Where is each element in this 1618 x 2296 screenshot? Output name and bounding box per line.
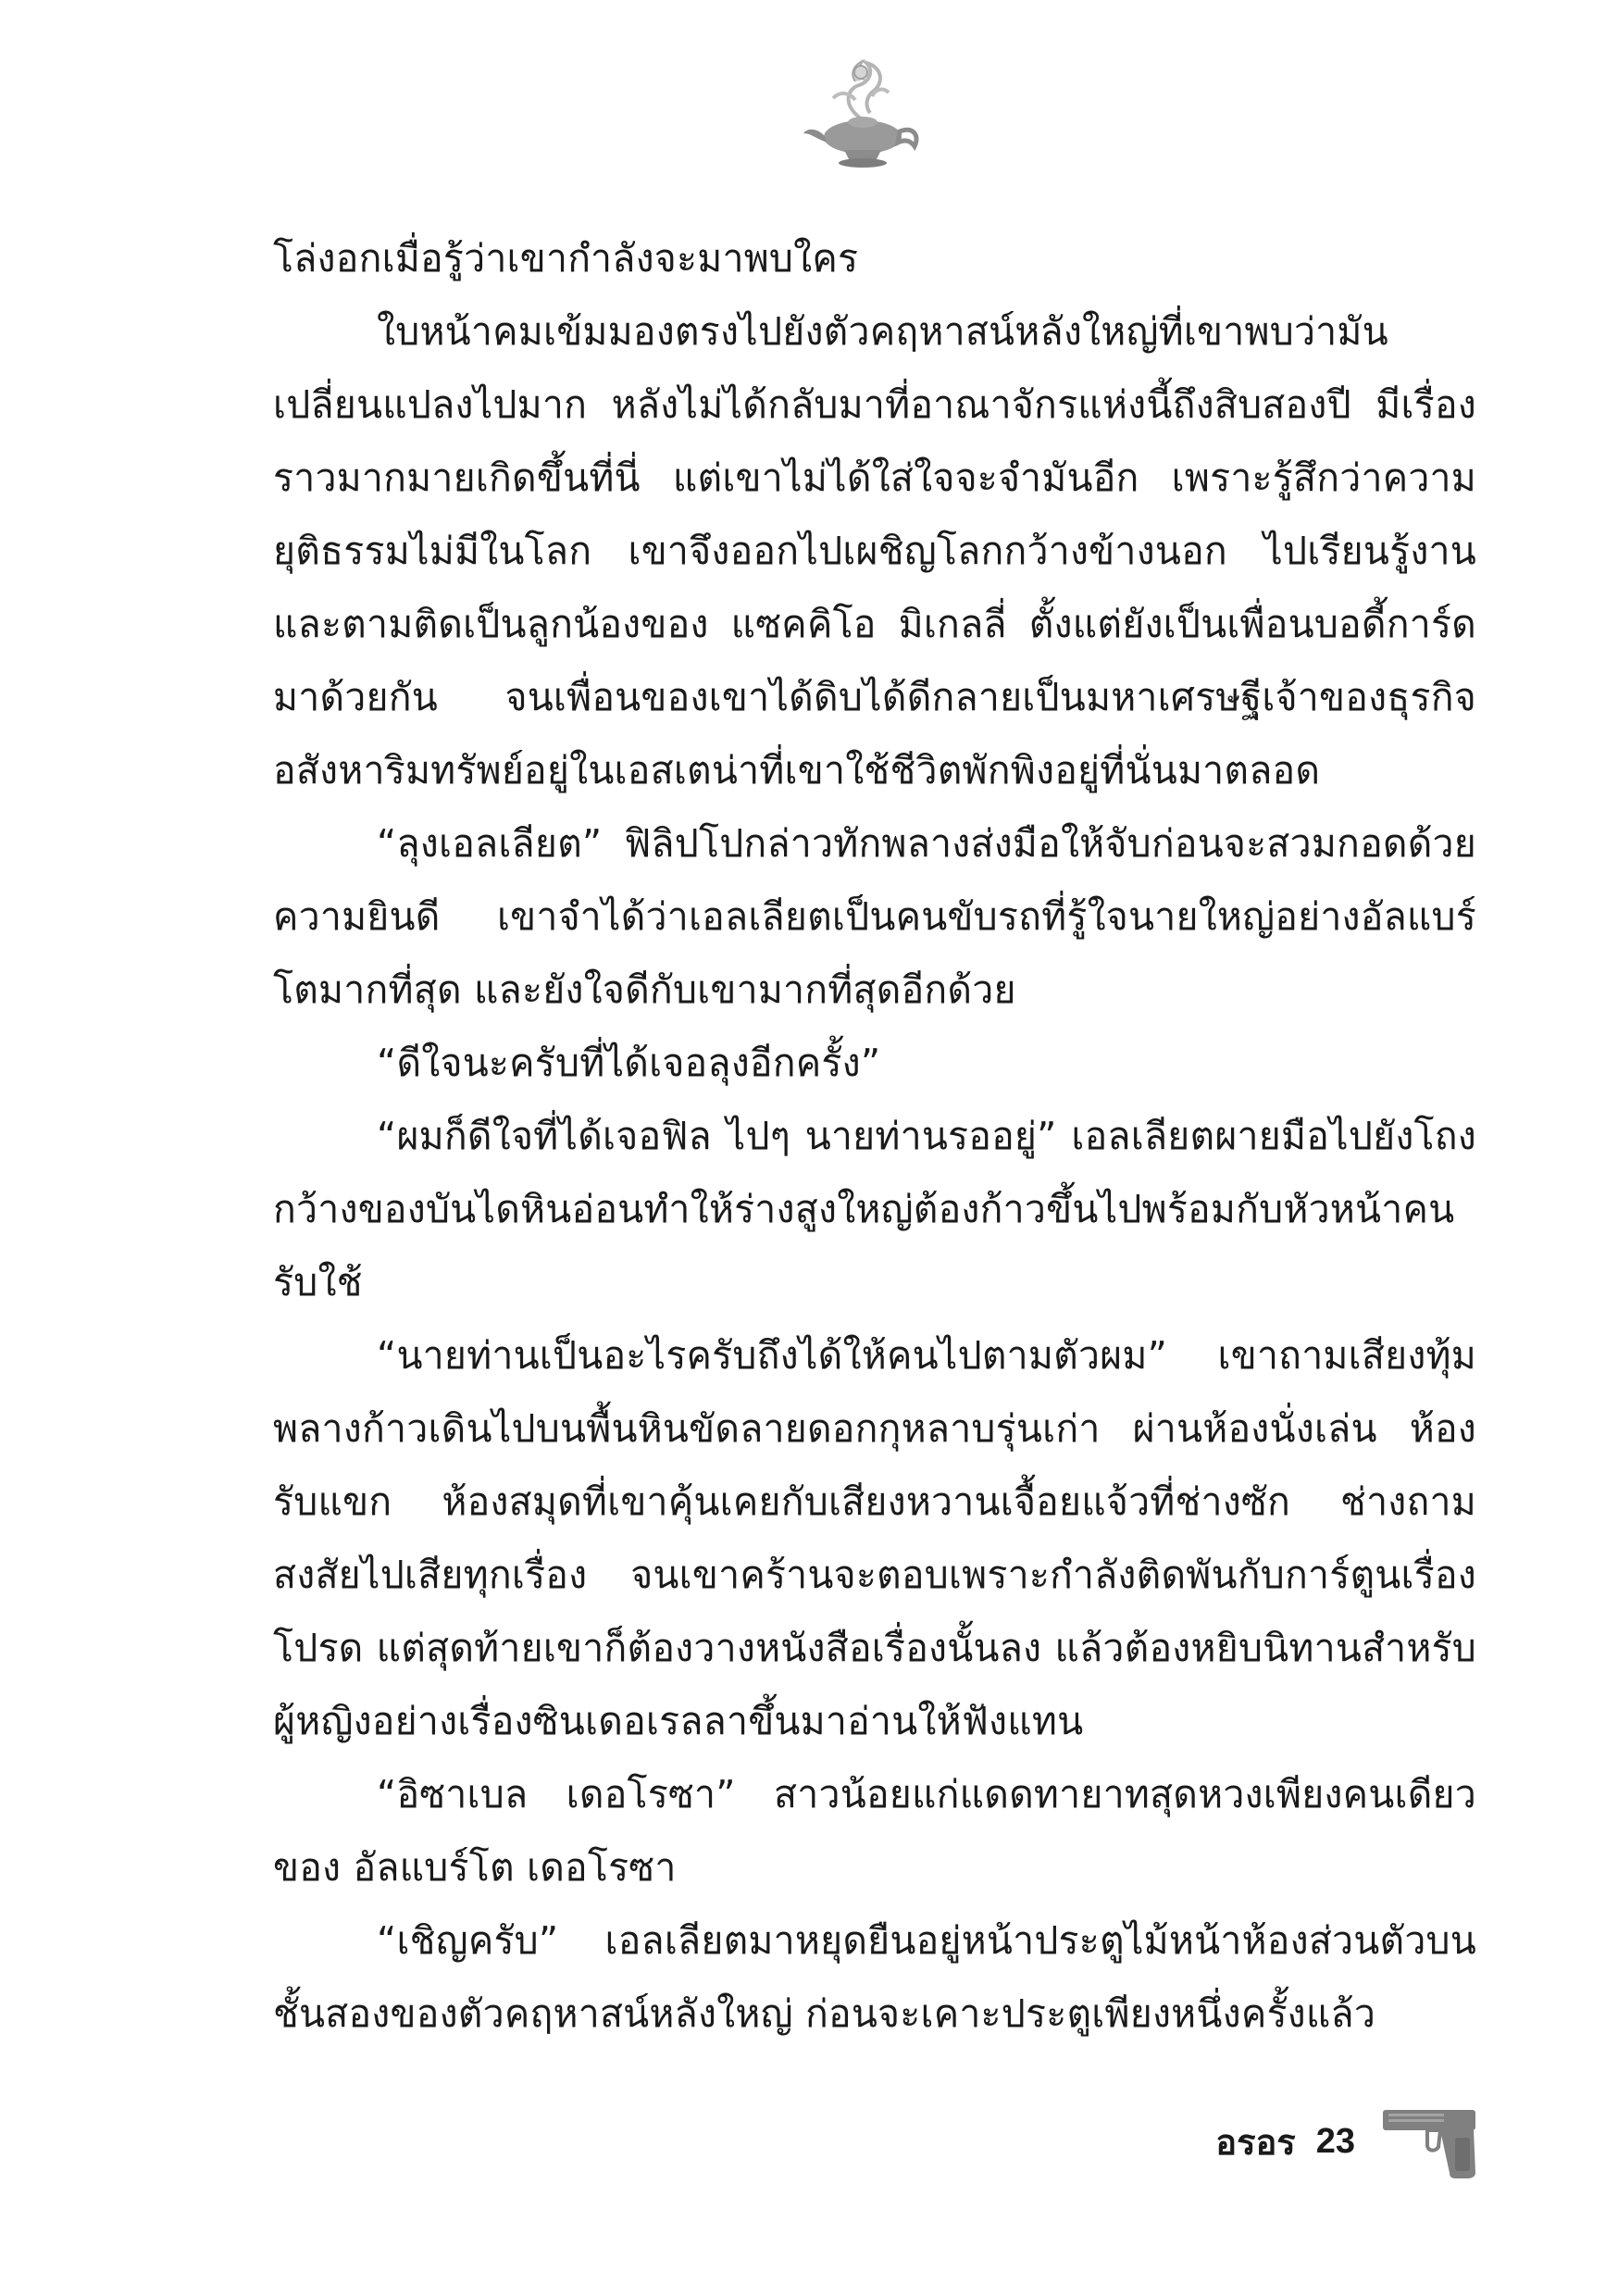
paragraph: “ดีใจนะครับที่ได้เจอลุงอีกครั้ง” [377, 1041, 881, 1085]
book-text [273, 222, 1476, 2051]
paragraph: โล่งอกเมื่อรู้ว่าเขากำลังจะมาพบใคร [273, 236, 859, 281]
paragraph: “ลุงเอลเลียต” ฟิลิปโปกล่าวทักพลางส่งมือให้จับก่อนจะสวมกอดด้วยความยินดี เขาจำได้ว่าเอลเลียตเป็นคนขับรถที่รู้ใจนายใหญ่อย่างอัลแบร์โตมากที่สุด และยังใจดีกับเขามากที่สุดอีกด้วย [273, 821, 1476, 1012]
paragraph: “เชิญครับ” เอลเลียตมาหยุดยืนอยู่หน้าประตูไม้หน้าห้องส่วนตัวบนชั้นสองของตัวคฤหาสน์หลังใหญ่ ก่อนจะเคาะประตูเพียงหนึ่งครั้งแล้ว [273, 1918, 1476, 2036]
pistol-icon [1379, 2104, 1479, 2178]
paragraph: ใบหน้าคมเข้มมองตรงไปยังตัวคฤหาสน์หลังใหญ่ที่เขาพบว่ามันเปลี่ยนแปลงไปมาก หลังไม่ได้กลับมาที่อาณาจักรแห่งนี้ถึงสิบสองปี มีเรื่องราวมากมายเกิดขึ้นที่นี่ แต่เขาไม่ได้ใส่ใจจะจำมันอีก เพราะรู้สึกว่าความยุติธรรมไม่มีในโลก เขาจึงออกไปเผชิญโลกกว้างข้างนอก ไปเรียนรู้งานและตามติดเป็นลูกน้องของ แซคคิโอ มิเกลลี่ ตั้งแต่ยังเป็นเพื่อนบอดี้การ์ดมาด้วยกัน จนเพื่อนของเขาได้ดิบได้ดีกลายเป็นมหาเศรษฐีเจ้าของธุรกิจอสังหาริมทรัพย์อยู่ในเอสเตน่าที่เขาใช้ชีวิตพักพิงอยู่ที่นั่นมาตลอด [273, 309, 1476, 792]
author-name: อรอร [1215, 2121, 1296, 2163]
genie-lamp-icon [796, 54, 926, 174]
page-footer [1215, 2100, 1479, 2183]
page-number: 23 [1315, 2121, 1355, 2161]
paragraph: “ผมก็ดีใจที่ได้เจอฟิล ไปๆ นายท่านรออยู่” เอลเลียตผายมือไปยังโถงกว้างของบันไดหินอ่อนทำให้ร่างสูงใหญ่ต้องก้าวขึ้นไปพร้อมกับหัวหน้าคนรับใช้ [273, 1114, 1476, 1304]
paragraph: “นายท่านเป็นอะไรครับถึงได้ให้คนไปตามตัวผม” เขาถามเสียงทุ้มพลางก้าวเดินไปบนพื้นหินขัดลายดอกกุหลาบรุ่นเก่า ผ่านห้องนั่งเล่น ห้องรับแขก ห้องสมุดที่เขาคุ้นเคยกับเสียงหวานเจื้อยแจ้วที่ช่างซัก ช่างถามสงสัยไปเสียทุกเรื่อง จนเขาคร้านจะตอบเพราะกำลังติดพันกับการ์ตูนเรื่องโปรด แต่สุดท้ายเขาก็ต้องวางหนังสือเรื่องนั้นลง แล้วต้องหยิบนิทานสำหรับผู้หญิงอย่างเรื่องซินเดอเรลลาขึ้นมาอ่านให้ฟังแทน [273, 1333, 1476, 1743]
paragraph: “อิซาเบล เดอโรซา” สาวน้อยแก่แดดทายาทสุดหวงเพียงคนเดียวของ อัลแบร์โต เดอโรซา [273, 1772, 1476, 1890]
